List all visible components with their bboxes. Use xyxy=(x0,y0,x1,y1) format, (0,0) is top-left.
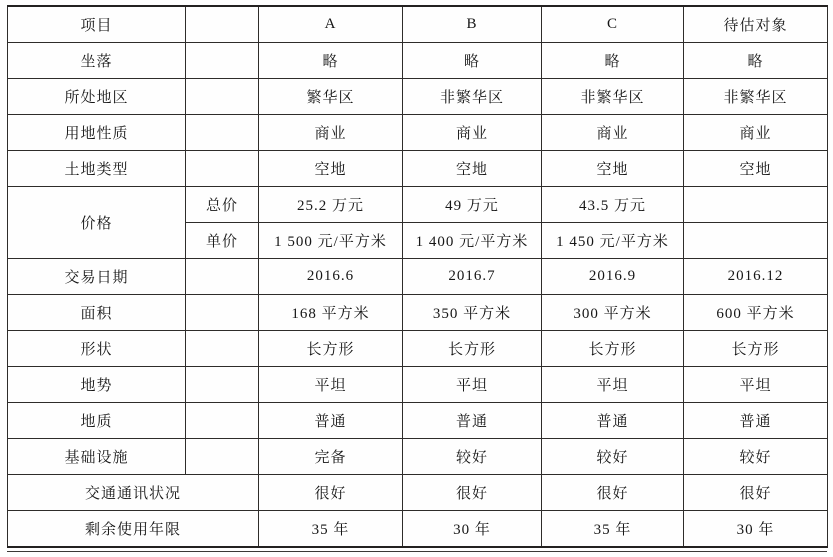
table-bottom-rule xyxy=(7,551,827,552)
table-row-terrain xyxy=(8,367,828,403)
empty-cell xyxy=(186,259,259,295)
cell-transport-communication-subject: 很好 xyxy=(684,475,828,511)
row-label-shape: 形状 xyxy=(8,331,186,367)
table-row-land-use xyxy=(8,115,828,151)
table-row-total-price xyxy=(8,187,828,223)
row-sublabel-unit-price: 单价 xyxy=(186,223,259,259)
cell-geology-a: 普通 xyxy=(259,403,403,439)
cell-infrastructure-c: 较好 xyxy=(542,439,684,475)
cell-district-subject: 非繁华区 xyxy=(684,79,828,115)
row-label-land-type: 土地类型 xyxy=(8,151,186,187)
cell-unit-price-b: 1 400 元/平方米 xyxy=(403,223,542,259)
cell-transport-communication-b: 很好 xyxy=(403,475,542,511)
cell-location-a: 略 xyxy=(259,43,403,79)
cell-remaining-years-c: 35 年 xyxy=(542,511,684,548)
cell-land-use-a: 商业 xyxy=(259,115,403,151)
cell-transport-communication-c: 很好 xyxy=(542,475,684,511)
cell-total-price-subject xyxy=(684,187,828,223)
cell-transaction-date-a: 2016.6 xyxy=(259,259,403,295)
cell-project-subject: 待估对象 xyxy=(684,6,828,43)
cell-terrain-c: 平坦 xyxy=(542,367,684,403)
cell-land-use-subject: 商业 xyxy=(684,115,828,151)
cell-location-subject: 略 xyxy=(684,43,828,79)
cell-area-b: 350 平方米 xyxy=(403,295,542,331)
cell-infrastructure-b: 较好 xyxy=(403,439,542,475)
cell-transaction-date-c: 2016.9 xyxy=(542,259,684,295)
cell-unit-price-c: 1 450 元/平方米 xyxy=(542,223,684,259)
table-row-district xyxy=(8,79,828,115)
cell-land-type-a: 空地 xyxy=(259,151,403,187)
cell-geology-c: 普通 xyxy=(542,403,684,439)
cell-geology-subject: 普通 xyxy=(684,403,828,439)
table-row-location xyxy=(8,43,828,79)
cell-transaction-date-subject: 2016.12 xyxy=(684,259,828,295)
empty-cell xyxy=(186,439,259,475)
cell-area-subject: 600 平方米 xyxy=(684,295,828,331)
cell-district-b: 非繁华区 xyxy=(403,79,542,115)
empty-cell xyxy=(186,79,259,115)
cell-shape-subject: 长方形 xyxy=(684,331,828,367)
empty-cell xyxy=(186,151,259,187)
cell-remaining-years-subject: 30 年 xyxy=(684,511,828,548)
cell-infrastructure-subject: 较好 xyxy=(684,439,828,475)
row-sublabel-total-price: 总价 xyxy=(186,187,259,223)
cell-shape-a: 长方形 xyxy=(259,331,403,367)
cell-land-use-c: 商业 xyxy=(542,115,684,151)
cell-location-b: 略 xyxy=(403,43,542,79)
cell-terrain-b: 平坦 xyxy=(403,367,542,403)
cell-total-price-a: 25.2 万元 xyxy=(259,187,403,223)
empty-cell xyxy=(186,403,259,439)
table-row-geology xyxy=(8,403,828,439)
row-label-price: 价格 xyxy=(8,187,186,259)
row-label-land-use: 用地性质 xyxy=(8,115,186,151)
cell-transaction-date-b: 2016.7 xyxy=(403,259,542,295)
table-row-transport-communication xyxy=(8,475,828,511)
row-label-project: 项目 xyxy=(8,6,186,43)
cell-land-type-b: 空地 xyxy=(403,151,542,187)
row-label-area: 面积 xyxy=(8,295,186,331)
row-label-district: 所处地区 xyxy=(8,79,186,115)
cell-terrain-subject: 平坦 xyxy=(684,367,828,403)
empty-cell xyxy=(186,295,259,331)
cell-land-use-b: 商业 xyxy=(403,115,542,151)
row-label-infrastructure: 基础设施 xyxy=(8,439,186,475)
cell-district-a: 繁华区 xyxy=(259,79,403,115)
cell-land-type-subject: 空地 xyxy=(684,151,828,187)
cell-unit-price-a: 1 500 元/平方米 xyxy=(259,223,403,259)
cell-project-c: C xyxy=(542,6,684,43)
empty-cell xyxy=(186,6,259,43)
cell-transport-communication-a: 很好 xyxy=(259,475,403,511)
row-label-transaction-date: 交易日期 xyxy=(8,259,186,295)
cell-project-a: A xyxy=(259,6,403,43)
cell-area-a: 168 平方米 xyxy=(259,295,403,331)
table-row-transaction-date xyxy=(8,259,828,295)
row-label-terrain: 地势 xyxy=(8,367,186,403)
table-row-land-type xyxy=(8,151,828,187)
empty-cell xyxy=(186,43,259,79)
cell-land-type-c: 空地 xyxy=(542,151,684,187)
cell-terrain-a: 平坦 xyxy=(259,367,403,403)
cell-shape-b: 长方形 xyxy=(403,331,542,367)
table-row-remaining-years xyxy=(8,511,828,548)
empty-cell xyxy=(186,115,259,151)
table-row-shape xyxy=(8,331,828,367)
empty-cell xyxy=(186,331,259,367)
row-label-location: 坐落 xyxy=(8,43,186,79)
empty-cell xyxy=(186,367,259,403)
row-label-geology: 地质 xyxy=(8,403,186,439)
cell-location-c: 略 xyxy=(542,43,684,79)
cell-district-c: 非繁华区 xyxy=(542,79,684,115)
table-row-infrastructure xyxy=(8,439,828,475)
row-label-transport-communication: 交通通讯状况 xyxy=(8,475,259,511)
table-row-project xyxy=(8,6,828,43)
cell-total-price-c: 43.5 万元 xyxy=(542,187,684,223)
cell-area-c: 300 平方米 xyxy=(542,295,684,331)
cell-unit-price-subject xyxy=(684,223,828,259)
cell-remaining-years-b: 30 年 xyxy=(403,511,542,548)
cell-total-price-b: 49 万元 xyxy=(403,187,542,223)
cell-shape-c: 长方形 xyxy=(542,331,684,367)
cell-remaining-years-a: 35 年 xyxy=(259,511,403,548)
cell-project-b: B xyxy=(403,6,542,43)
table-row-area xyxy=(8,295,828,331)
land-comparison-table xyxy=(7,5,828,548)
row-label-remaining-years: 剩余使用年限 xyxy=(8,511,259,548)
cell-infrastructure-a: 完备 xyxy=(259,439,403,475)
cell-geology-b: 普通 xyxy=(403,403,542,439)
